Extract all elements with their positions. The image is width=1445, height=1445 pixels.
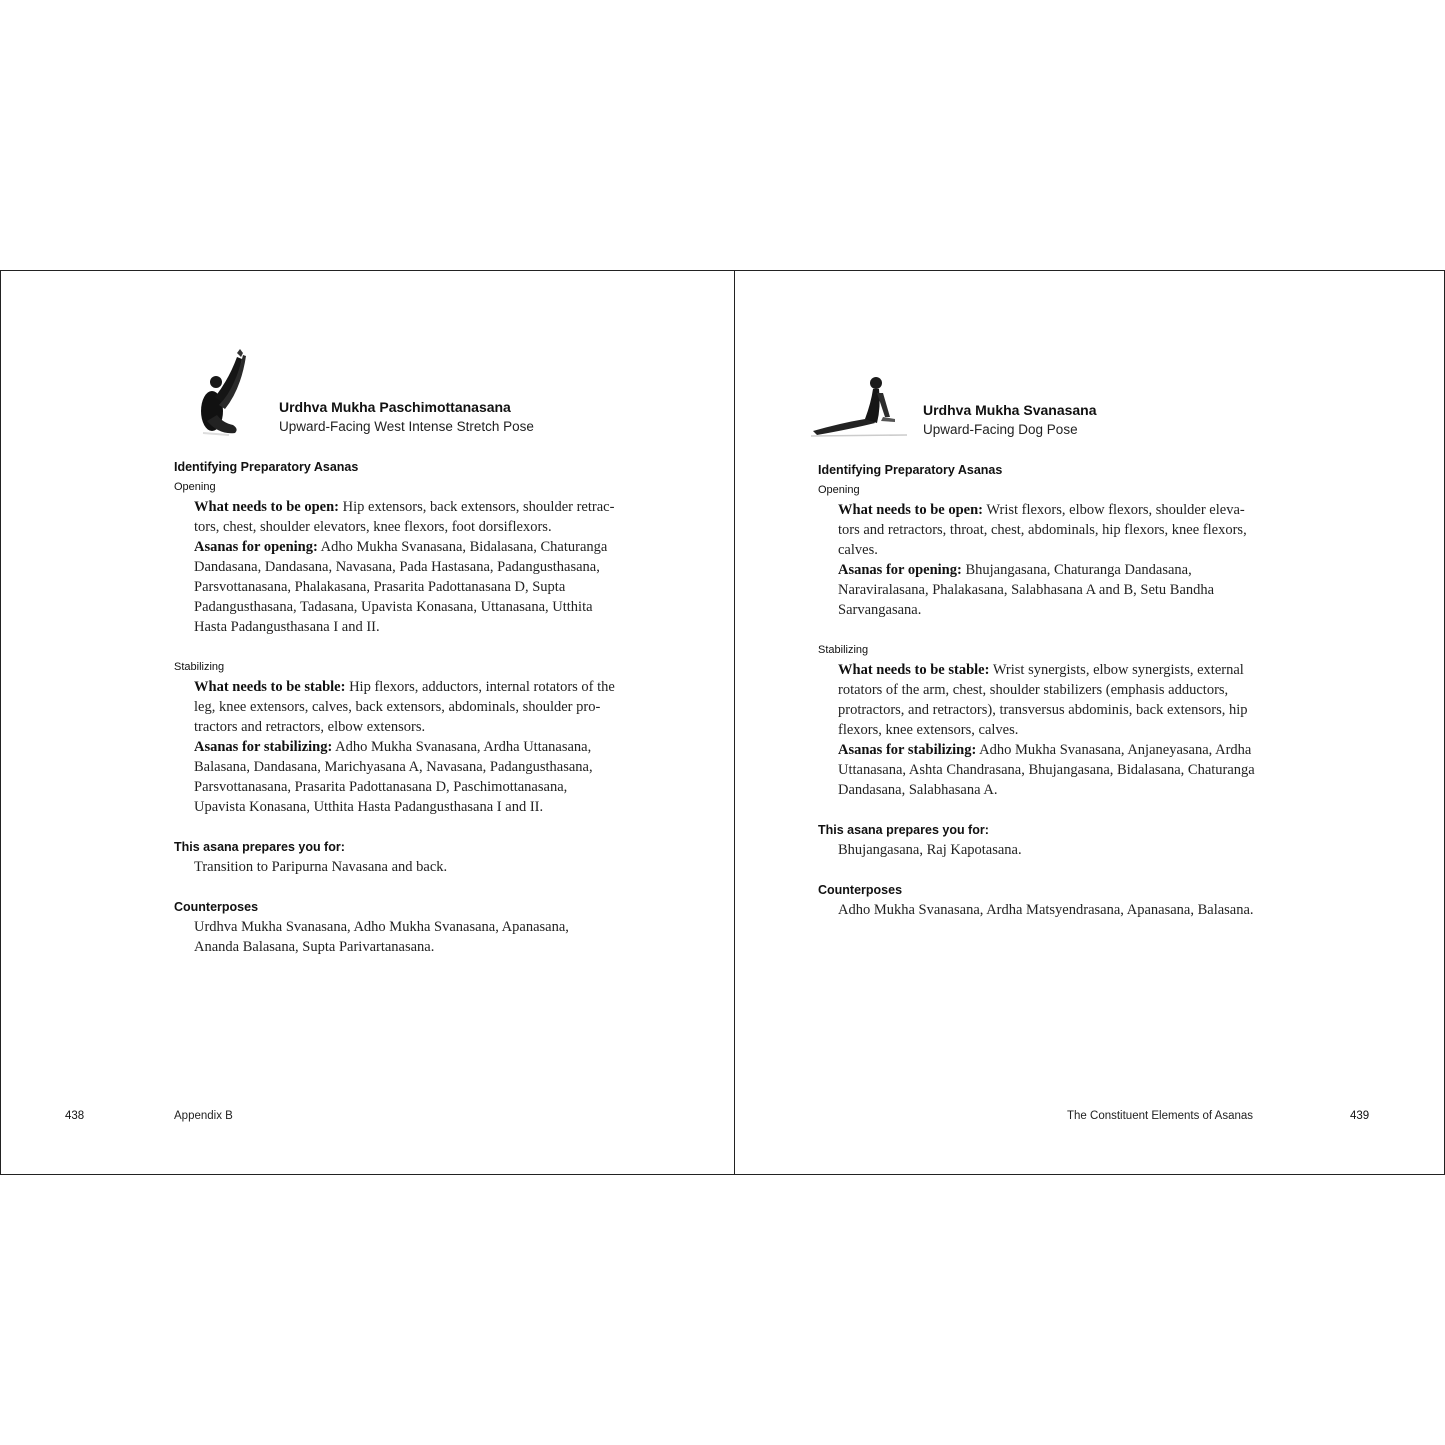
text-line: protractors, and retractors), transversus abdominis, back extensors, hip bbox=[838, 702, 1248, 718]
text-line: Parsvottanasana, Prasarita Padottanasana D, Paschimottanasana, bbox=[194, 779, 568, 795]
section-heading-prepares: This asana prepares you for: bbox=[174, 840, 345, 854]
stabilizing-needs-label: What needs to be stable: bbox=[838, 662, 990, 678]
text-line: Wrist synergists, elbow synergists, external bbox=[989, 662, 1244, 678]
opening-asanas-paragraph bbox=[838, 560, 1278, 620]
text-line: Hip flexors, adductors, internal rotators of the bbox=[345, 679, 615, 695]
page-number: 439 bbox=[1350, 1110, 1370, 1122]
book-spread bbox=[0, 270, 1445, 1175]
text-line: Sarvangasana. bbox=[838, 602, 922, 618]
left-page bbox=[1, 271, 734, 1174]
subheading-stabilizing: Stabilizing bbox=[174, 661, 225, 673]
pose-details bbox=[818, 460, 1278, 920]
opening-needs-label: What needs to be open: bbox=[838, 502, 984, 518]
text-line: Padangusthasana, Tadasana, Upavista Konasana, Uttanasana, Utthita bbox=[194, 599, 593, 615]
text-line: Adho Mukha Svanasana, Bidalasana, Chaturanga bbox=[317, 539, 608, 555]
stabilizing-asanas-paragraph bbox=[194, 737, 634, 817]
opening-asanas-label: Asanas for opening: bbox=[194, 539, 318, 555]
text-line: Urdhva Mukha Svanasana, Adho Mukha Svanasana, Apanasana, bbox=[194, 919, 569, 935]
text-line: tors and retractors, throat, chest, abdominals, hip flexors, knee flexors, bbox=[838, 522, 1247, 538]
text-line: flexors, knee extensors, calves. bbox=[838, 722, 1019, 738]
text-line: Hip extensors, back extensors, shoulder retrac- bbox=[339, 499, 615, 515]
text-line: Parsvottanasana, Phalakasana, Prasarita Padottanasana D, Supta bbox=[194, 579, 566, 595]
subheading-opening: Opening bbox=[174, 481, 216, 493]
text-line: Adho Mukha Svanasana, Ardha Matsyendrasana, Apanasana, Balasana. bbox=[838, 902, 1254, 918]
text-line: Dandasana, Salabhasana A. bbox=[838, 782, 998, 798]
text-line: Ananda Balasana, Supta Parivartanasana. bbox=[194, 939, 435, 955]
running-head: The Constituent Elements of Asanas bbox=[1067, 1110, 1254, 1122]
stabilizing-asanas-label: Asanas for stabilizing: bbox=[838, 742, 977, 758]
running-head: Appendix B bbox=[174, 1110, 233, 1122]
text-line: Transition to Paripurna Navasana and back. bbox=[194, 859, 448, 875]
text-line: Uttanasana, Ashta Chandrasana, Bhujangasana, Bidalasana, Chaturanga bbox=[838, 762, 1255, 778]
section-heading-counterposes: Counterposes bbox=[174, 900, 259, 914]
text-line: tractors and retractors, elbow extensors. bbox=[194, 719, 426, 735]
opening-needs-paragraph bbox=[838, 500, 1278, 560]
text-line: Naraviralasana, Phalakasana, Salabhasana A and B, Setu Bandha bbox=[838, 582, 1215, 598]
text-line: Wrist flexors, elbow flexors, shoulder eleva- bbox=[983, 502, 1245, 518]
text-line: leg, knee extensors, calves, back extensors, abdominals, shoulder pro- bbox=[194, 699, 601, 715]
subheading-opening: Opening bbox=[818, 484, 860, 496]
opening-needs-paragraph bbox=[194, 497, 634, 537]
counterposes-paragraph bbox=[838, 900, 1278, 920]
pose-sanskrit-name: Urdhva Mukha Svanasana bbox=[923, 402, 1097, 418]
opening-asanas-label: Asanas for opening: bbox=[838, 562, 962, 578]
opening-asanas-paragraph bbox=[194, 537, 634, 637]
stabilizing-needs-paragraph bbox=[838, 660, 1278, 740]
counterposes-paragraph bbox=[194, 917, 634, 957]
pose-details bbox=[174, 457, 634, 957]
opening-needs-label: What needs to be open: bbox=[194, 499, 340, 515]
prepares-paragraph bbox=[838, 840, 1278, 860]
pose-english-name: Upward-Facing West Intense Stretch Pose bbox=[279, 419, 534, 434]
text-line: calves. bbox=[838, 542, 878, 558]
prepares-paragraph bbox=[194, 857, 634, 877]
seated-balance-pose-figure-icon bbox=[199, 349, 255, 439]
text-line: Upavista Konasana, Utthita Hasta Padangusthasana I and II. bbox=[194, 799, 544, 815]
text-line: tors, chest, shoulder elevators, knee flexors, foot dorsiflexors. bbox=[194, 519, 552, 535]
stabilizing-needs-label: What needs to be stable: bbox=[194, 679, 346, 695]
section-heading-identifying: Identifying Preparatory Asanas bbox=[818, 463, 1003, 477]
text-line: Hasta Padangusthasana I and II. bbox=[194, 619, 380, 635]
text-line: Adho Mukha Svanasana, Anjaneyasana, Ardha bbox=[976, 742, 1252, 758]
section-heading-identifying: Identifying Preparatory Asanas bbox=[174, 460, 359, 474]
pose-sanskrit-name: Urdhva Mukha Paschimottanasana bbox=[279, 399, 511, 415]
text-line: Adho Mukha Svanasana, Ardha Uttanasana, bbox=[332, 739, 592, 755]
stabilizing-needs-paragraph bbox=[194, 677, 634, 737]
text-line: Bhujangasana, Raj Kapotasana. bbox=[838, 842, 1022, 858]
stabilizing-asanas-label: Asanas for stabilizing: bbox=[194, 739, 333, 755]
text-line: Dandasana, Dandasana, Navasana, Pada Hastasana, Padangusthasana, bbox=[194, 559, 600, 575]
pose-english-name: Upward-Facing Dog Pose bbox=[923, 422, 1078, 437]
page-number: 438 bbox=[65, 1110, 85, 1122]
upward-dog-pose-figure-icon bbox=[811, 373, 911, 437]
text-line: Bhujangasana, Chaturanga Dandasana, bbox=[961, 562, 1192, 578]
section-heading-counterposes: Counterposes bbox=[818, 883, 903, 897]
subheading-stabilizing: Stabilizing bbox=[818, 644, 869, 656]
section-heading-prepares: This asana prepares you for: bbox=[818, 823, 989, 837]
text-line: rotators of the arm, chest, shoulder stabilizers (emphasis adductors, bbox=[838, 682, 1229, 698]
right-page bbox=[735, 271, 1444, 1174]
stabilizing-asanas-paragraph bbox=[838, 740, 1278, 800]
text-line: Balasana, Dandasana, Marichyasana A, Navasana, Padangusthasana, bbox=[194, 759, 593, 775]
